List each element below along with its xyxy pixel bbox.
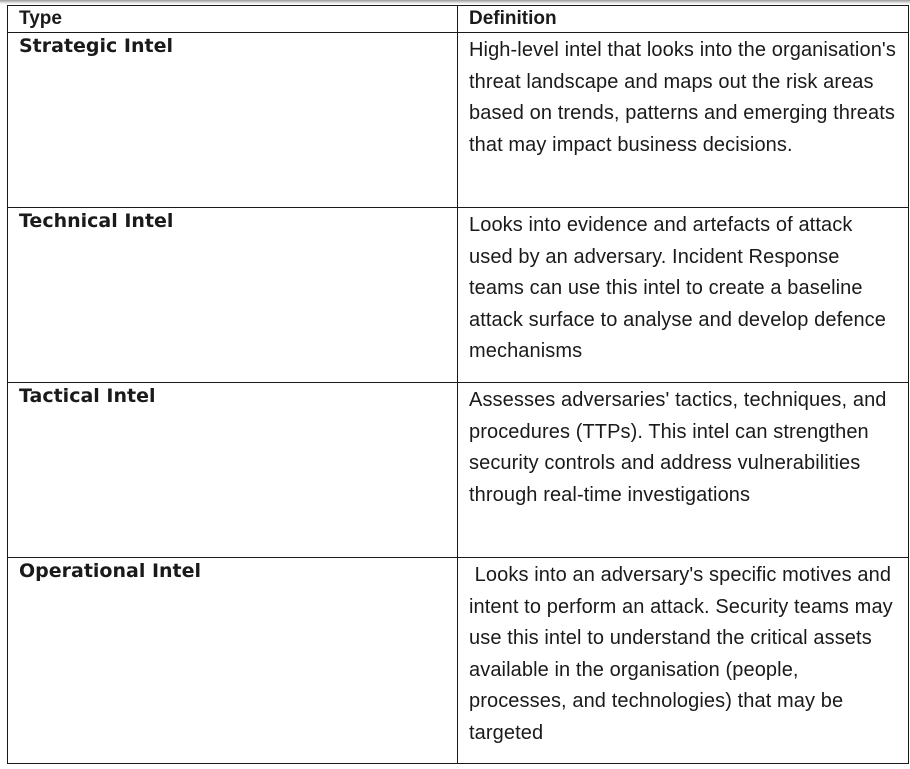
table-row (8, 208, 909, 383)
table-row (8, 383, 909, 558)
definition-cell-tactical (458, 383, 909, 558)
definition-cell-technical (458, 208, 909, 383)
table-row (8, 33, 909, 208)
table-header-row (8, 6, 909, 33)
definition-cell-operational (458, 558, 909, 764)
type-cell-tactical (8, 383, 458, 558)
type-label: Tactical Intel (19, 385, 156, 407)
type-label: Operational Intel (19, 560, 202, 582)
header-type: Type (8, 6, 458, 33)
intel-types-table (7, 5, 909, 764)
type-cell-strategic (8, 33, 458, 208)
definition-text: Assesses adversaries' tactics, techniques, and procedures (TTPs). This intel can strengthen security controls and address vulnerabilities through real-time investigations (469, 389, 887, 506)
definition-cell-strategic (458, 33, 909, 208)
type-label: Technical Intel (19, 210, 174, 232)
type-cell-technical (8, 208, 458, 383)
type-cell-operational (8, 558, 458, 764)
top-edge-shadow (0, 0, 910, 4)
definition-text: High-level intel that looks into the organisation's threat landscape and maps out the risk areas based on trends, patterns and emerging threats that may impact business decisions. (469, 39, 896, 156)
definition-text: Looks into evidence and artefacts of attack used by an adversary. Incident Response teams can use this intel to create a baseline attack surface to analyse and develop defence mechanisms (469, 214, 886, 362)
definition-text: Looks into an adversary's specific motives and intent to perform an attack. Security teams may use this intel to understand the critical assets available in the organisation (people, processes, and technologies) that may be targeted (469, 564, 899, 744)
header-definition: Definition (458, 6, 909, 33)
table-row (8, 558, 909, 764)
type-label: Strategic Intel (19, 35, 173, 57)
